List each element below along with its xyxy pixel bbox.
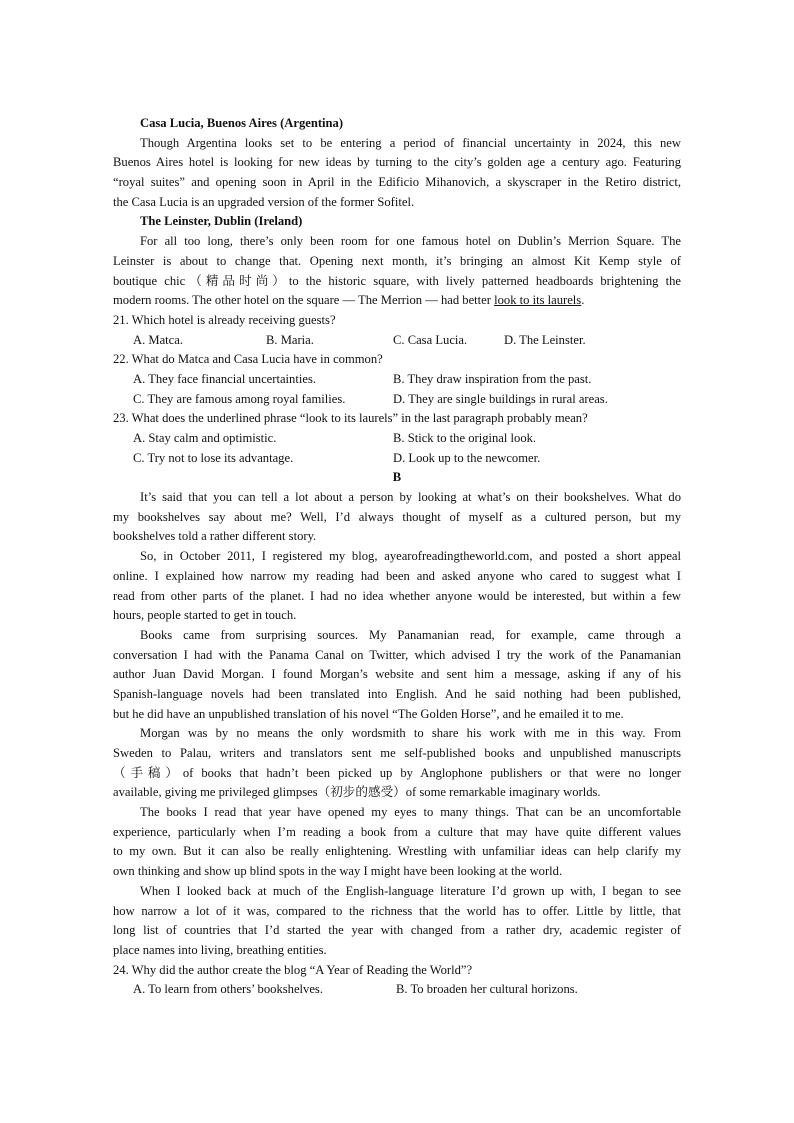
paragraph-line: conversation I had with the Panama Canal on Twitter, which advised I try the work of the Panamanian [113,647,681,662]
option-b: B. To broaden her cultural horizons. [396,982,578,997]
paragraph-line: author Juan David Morgan. I found Morgan’s website and sent him a message, asking if any of his [113,667,681,682]
paragraph-line: So, in October 2011, I registered my blog, ayearofreadingtheworld.com, and posted a short appeal [140,549,681,564]
hotel-heading-leinster: The Leinster, Dublin (Ireland) [140,214,303,229]
paragraph-line: my bookshelves say about me? Well, I’d always thought of myself as a cultured person, but my [113,509,681,524]
hotel-heading-casa-lucia: Casa Lucia, Buenos Aires (Argentina) [140,116,344,130]
paragraph-line: available, giving me privileged glimpses（初步的感受）of some remarkable imaginary worlds. [113,785,601,800]
question-stem: 23. What does the underlined phrase “look to its laurels” in the last paragraph probably mean? [113,411,588,426]
paragraph-line: Sweden to Palau, writers and translators sent me self-published books and unpublished manuscripts [113,746,681,760]
question-stem: 24. Why did the author create the blog “A Year of Reading the World”? [113,962,473,977]
paragraph-line: hours, people started to get in touch. [113,608,297,623]
text-run: modern rooms. The other hotel on the square — The Merrion — had better [113,293,495,308]
option-c: C. Casa Lucia. [393,332,468,347]
option-a: A. They face financial uncertainties. [133,371,316,386]
paragraph-line: When I looked back at much of the English-language literature I’d grown up with, I began to see [140,883,681,898]
option-a: A. Matca. [133,332,184,347]
paragraph-line: read from other parts of the planet. I had no idea whether anyone would be interested, but within a few [113,588,681,603]
paragraph-line: how narrow a lot of it was, compared to the richness that the world has to offer. Little by little, that [113,903,681,918]
text-column [113,114,681,1000]
text-run: . [581,293,585,308]
paragraph-line: own thinking and show up blind spots in the way I might have been looking at the world. [113,864,563,879]
option-d: D. The Leinster. [504,332,586,347]
paragraph-line: experience, particularly when I’m reading a book from a culture that may have quite different values [113,824,681,839]
option-a: A. To learn from others’ bookshelves. [133,982,323,997]
option-b: B. Maria. [266,332,314,347]
paragraph-line: The books I read that year have opened my eyes to many things. That can be an uncomfortable [140,805,681,820]
paragraph-line: but he did have an unpublished translation of his novel “The Golden Horse”, and he emailed it to me. [113,706,624,721]
option-b: B. Stick to the original look. [393,431,537,445]
option-row [113,331,681,351]
option-row [113,370,681,390]
paragraph-line: It’s said that you can tell a lot about a person by looking at what’s on their bookshelves. What do [140,490,681,505]
paragraph-line: Buenos Aires hotel is looking for new ideas by turning to the city’s golden age a century ago. Featuring [113,155,681,170]
underlined-phrase: look to its laurels [494,293,582,308]
paragraph-line: For all too long, there’s only been room for one famous hotel on Dublin’s Merrion Square. The [140,234,681,249]
paragraph-line: Though Argentina looks set to be entering a period of financial uncertainty in 2024, this new [140,135,681,150]
option-d: D. They are single buildings in rural areas. [393,391,608,406]
option-d: D. Look up to the newcomer. [393,450,541,465]
paragraph-line: Leinster is about to change that. Opening next month, it’s bringing an almost Kit Kemp style of [113,253,681,268]
paragraph-line: boutique chic（精品时尚）to the historic square, with lively patterned headboards brightening the [113,273,681,288]
paragraph-line: the Casa Lucia is an upgraded version of the former Sofitel. [113,194,415,209]
option-row [113,980,681,1000]
option-a: A. Stay calm and optimistic. [133,431,277,445]
paragraph-line: bookshelves told a rather different story. [113,529,317,544]
paragraph-line: to my own. But it can also be really enlightening. Wrestling with unfamiliar ideas can help clarify my [113,844,681,859]
question-stem: 22. What do Matca and Casa Lucia have in common? [113,352,383,367]
paragraph-line: Morgan was by no means the only wordsmith to share his work with me in this way. From [140,726,681,741]
option-row [113,390,681,410]
section-label-b: B [392,470,402,485]
option-c: C. Try not to lose its advantage. [133,450,294,465]
paragraph-line: long list of countries that I’d started the year with changed from a rather dry, academic register of [113,923,681,938]
paragraph-line: Spanish-language novels had been translated into English. And he said nothing had been published, [113,686,681,701]
paragraph-line: online. I explained how narrow my reading had been and asked anyone who cared to suggest what I [113,568,681,583]
option-row [113,429,681,449]
paragraph-line: place names into living, breathing entities. [113,942,327,957]
paragraph-line: Books came from surprising sources. My Panamanian read, for example, came through a [140,627,681,642]
option-b: B. They draw inspiration from the past. [393,371,592,386]
option-c: C. They are famous among royal families. [133,391,346,406]
paragraph-line [113,291,681,311]
paragraph-line: （手稿）of books that hadn’t been picked up by Anglophone publishers or that were no longer [113,765,681,780]
paragraph-line: “royal suites” and opening soon in April in the Edificio Mihanovich, a skyscraper in the Retiro district, [113,175,681,190]
option-row [113,449,681,469]
question-stem: 21. Which hotel is already receiving guests? [113,312,336,327]
